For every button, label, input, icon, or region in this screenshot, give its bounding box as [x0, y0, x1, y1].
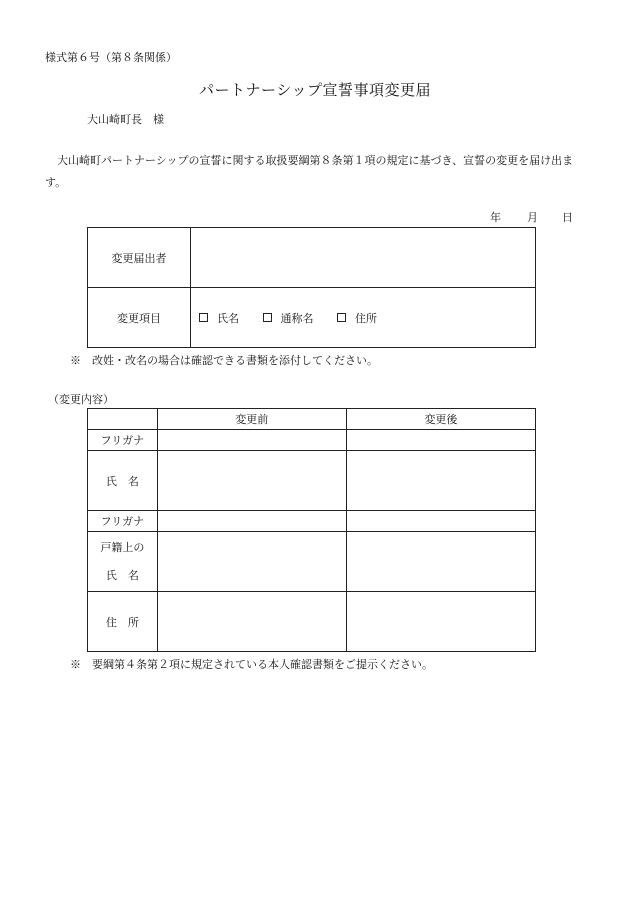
notifier-label: 変更届出者	[88, 228, 191, 288]
checkbox-icon[interactable]	[199, 313, 208, 322]
koseki-name-after-field[interactable]	[346, 532, 535, 592]
checkbox-item-address[interactable]	[337, 310, 377, 326]
address-label: 住 所	[88, 592, 158, 652]
koseki-label-line2: 氏 名	[105, 568, 139, 582]
furigana-label-2: フリガナ	[88, 511, 158, 532]
change-section-label: （変更内容）	[48, 393, 114, 406]
checkbox-label: 氏名	[217, 311, 239, 325]
note-attach-documents: ※ 改姓・改名の場合は確認できる書類を添付してください。	[70, 354, 378, 367]
page-title: パートナーシップ宣誓事項変更届	[199, 81, 431, 99]
checkbox-icon[interactable]	[263, 313, 272, 322]
koseki-furigana-after-field[interactable]	[346, 511, 535, 532]
name-label: 氏 名	[88, 451, 158, 511]
name-before-field[interactable]	[157, 451, 346, 511]
header-after: 変更後	[346, 409, 535, 430]
koseki-name-before-field[interactable]	[157, 532, 346, 592]
notifier-field[interactable]	[191, 228, 536, 288]
applicant-table	[87, 227, 536, 348]
change-items-checkboxes	[191, 288, 536, 348]
koseki-furigana-before-field[interactable]	[157, 511, 346, 532]
address-before-field[interactable]	[157, 592, 346, 652]
checkbox-label: 住所	[355, 311, 377, 325]
change-items-label: 変更項目	[88, 288, 191, 348]
name-after-field[interactable]	[346, 451, 535, 511]
checkbox-item-name[interactable]	[199, 310, 239, 326]
furigana-label: フリガナ	[88, 430, 158, 451]
koseki-name-label	[88, 532, 158, 592]
checkbox-label: 通称名	[280, 311, 314, 325]
checkbox-item-alias[interactable]	[263, 310, 314, 326]
date-year-label: 年	[490, 211, 501, 224]
corner-cell	[88, 409, 158, 430]
header-before: 変更前	[157, 409, 346, 430]
addressee: 大山崎町長 様	[87, 113, 164, 126]
furigana-after-field[interactable]	[346, 430, 535, 451]
date-month-label: 月	[527, 211, 538, 224]
koseki-label-line1: 戸籍上の	[100, 540, 145, 554]
body-text: 大山崎町パートナーシップの宣誓に関する取扱要綱第８条第１項の規定に基づき、宣誓の変更を届け出ます。	[45, 154, 574, 189]
note-id-documents: ※ 要綱第４条第２項に規定されている本人確認書類をご提示ください。	[70, 658, 433, 671]
checkbox-icon[interactable]	[337, 313, 346, 322]
furigana-before-field[interactable]	[157, 430, 346, 451]
address-after-field[interactable]	[346, 592, 535, 652]
change-table	[87, 408, 536, 652]
form-number: 様式第６号（第８条関係）	[45, 51, 177, 64]
date-day-label: 日	[562, 211, 573, 224]
